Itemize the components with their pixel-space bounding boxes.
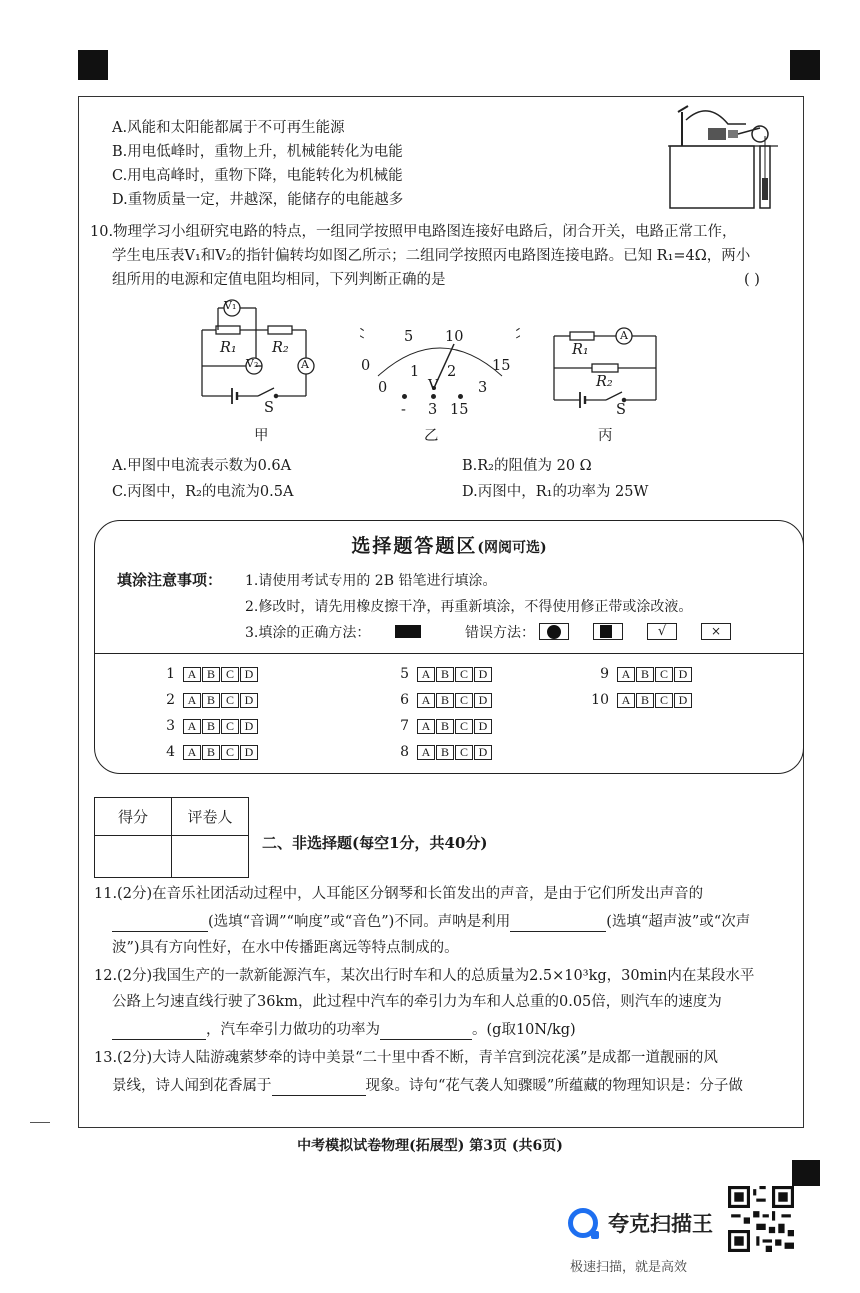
answer-choice-bubble[interactable]: B: [436, 745, 454, 760]
answer-choice-bubble[interactable]: D: [474, 719, 492, 734]
dial-terminal-3: 3: [428, 402, 438, 418]
answer-row: [155, 665, 259, 683]
answer-choice-bubble[interactable]: D: [240, 667, 258, 682]
dial-tick: [516, 328, 519, 330]
answer-question-number: 5: [400, 666, 409, 682]
section-2-heading: 二、非选择题(每空1分，共40分): [262, 834, 488, 852]
q10-answer-bracket: ( ): [744, 272, 760, 288]
q10-option-d: D.丙图中，R₁的功率为 25W: [462, 484, 649, 500]
jia-v2-label: V₂: [246, 357, 259, 370]
q10-option-b: B.R₂的阻值为 20 Ω: [462, 458, 592, 474]
q9-option-a: A.风能和太阳能都属于不可再生能源: [112, 120, 345, 136]
dial-bottom-scale-2: 2: [447, 364, 457, 380]
wrong-mark-dot: [539, 623, 569, 640]
answer-row: [155, 743, 259, 761]
dial-tick: [516, 334, 520, 338]
dial-top-scale-15: 15: [492, 358, 511, 374]
answer-choice-bubble[interactable]: A: [617, 693, 635, 708]
jia-switch-label: S: [264, 400, 274, 416]
answer-choice-bubble[interactable]: A: [417, 693, 435, 708]
grader-header: 评卷人: [172, 798, 249, 836]
jia-r1-label: R₁: [220, 340, 237, 356]
wrong-mark-cross: ×: [701, 623, 731, 640]
answer-choice-bubble[interactable]: D: [240, 719, 258, 734]
q13-line-1: 13.(2分)大诗人陆游魂萦梦牵的诗中美景“二十里中香不断，青羊宫到浣花溪”是成都一道靓丽的风: [94, 1050, 718, 1066]
answer-choice-bubble[interactable]: A: [417, 719, 435, 734]
q13-line-2: 景线，诗人闻到花香属于 现象。诗句“花气袭人知骤暖”所蕴藏的物理知识是：分子做: [112, 1078, 743, 1094]
score-header: 得分: [95, 798, 172, 836]
answer-choice-bubble[interactable]: C: [221, 693, 239, 708]
figure-caption-bing: 丙: [598, 428, 613, 444]
answer-choice-bubble[interactable]: B: [202, 693, 220, 708]
answer-question-number: 10: [591, 692, 609, 708]
qr-code-icon: [728, 1186, 794, 1252]
answer-question-number: 8: [400, 744, 409, 760]
q12-line-1: 12.(2分)我国生产的一款新能源汽车，某次出行时车和人的总质量为2.5×10³kg，30min内在某段水平: [94, 968, 755, 984]
answer-choice-bubble[interactable]: C: [221, 745, 239, 760]
answer-question-number: 3: [166, 718, 175, 734]
answer-row: [389, 665, 493, 683]
answer-choice-bubble[interactable]: D: [240, 693, 258, 708]
notes-label: 填涂注意事项：: [117, 571, 223, 589]
answer-choice-bubble[interactable]: B: [436, 719, 454, 734]
scanner-brand: [568, 1208, 713, 1238]
figure-caption-yi: 乙: [424, 428, 439, 444]
answer-choice-bubble[interactable]: B: [636, 667, 654, 682]
answer-question-number: 4: [166, 744, 175, 760]
answer-area-title: 选择题答题区(网阅可选): [351, 535, 547, 557]
answer-choice-bubble[interactable]: D: [474, 667, 492, 682]
answer-choice-bubble[interactable]: C: [221, 667, 239, 682]
q10-line-3: 组所用的电源和定值电阻均相同，下列判断正确的是: [112, 272, 446, 288]
answer-choice-bubble[interactable]: A: [417, 745, 435, 760]
q11-line-3: 波”)具有方向性好，在水中传播距离远等特点制成的。: [112, 940, 459, 956]
bing-r2-label: R₂: [596, 374, 613, 390]
dial-top-scale-10: 10: [445, 329, 464, 345]
dial-terminal-15: 15: [450, 402, 469, 418]
note-1: 1.请使用考试专用的 2B 铅笔进行填涂。: [245, 573, 497, 589]
gravity-storage-illustration: [668, 98, 792, 210]
grader-cell: [172, 836, 249, 878]
answer-choice-bubble[interactable]: D: [674, 693, 692, 708]
q9-option-c: C.用电高峰时，重物下降，电能转化为机械能: [112, 168, 403, 184]
answer-choice-bubble[interactable]: A: [183, 667, 201, 682]
jia-v1-label: V₁: [224, 299, 237, 312]
scanner-slogan: 极速扫描，就是高效: [570, 1260, 688, 1275]
answer-choice-bubble[interactable]: C: [655, 693, 673, 708]
answer-choice-bubble[interactable]: B: [436, 693, 454, 708]
wrong-mark-half: [593, 623, 623, 640]
q10-line-1: 10.物理学习小组研究电路的特点，一组同学按照甲电路图连接好电路后，闭合开关，电路正常工作，: [90, 224, 737, 240]
answer-row: [155, 691, 259, 709]
q12-line-2: 公路上匀速直线行驶了36km，此过程中汽车的牵引力为车和人总重的0.05倍，则汽车的速度为: [112, 994, 722, 1010]
q9-option-b: B.用电低峰时，重物上升，机械能转化为电能: [112, 144, 403, 160]
dial-terminal-minus: -: [401, 402, 406, 418]
answer-choice-bubble[interactable]: B: [202, 745, 220, 760]
answer-row: [589, 665, 693, 683]
answer-choice-bubble[interactable]: C: [455, 693, 473, 708]
dial-terminals: [400, 394, 470, 402]
dial-bottom-scale-3: 3: [478, 380, 488, 396]
dial-tick: [360, 334, 364, 338]
scanner-brand-name: 夸克扫描王: [608, 1212, 713, 1236]
answer-row: [155, 717, 259, 735]
page-footer: 中考模拟试卷物理(拓展型) 第3页 (共6页): [297, 1138, 563, 1154]
answer-choice-bubble[interactable]: D: [674, 667, 692, 682]
answer-area-divider: [95, 653, 803, 654]
answer-choice-bubble[interactable]: C: [455, 719, 473, 734]
registration-mark-bottom-right: [792, 1160, 820, 1186]
answer-choice-bubble[interactable]: A: [617, 667, 635, 682]
answer-choice-bubble[interactable]: C: [221, 719, 239, 734]
q10-line-2: 学生电压表V₁和V₂的指针偏转均如图乙所示；二组同学按照丙电路图连接电路。已知 R₁=4Ω，两小: [112, 248, 751, 264]
jia-ammeter-label: A: [301, 358, 309, 371]
q11-line-2: (选填“音调”“响度”或“音色”)不同。声呐是利用 (选填“超声波”或“次声: [112, 912, 750, 932]
q11-blank-1[interactable]: [112, 916, 208, 932]
answer-row: [389, 743, 493, 761]
correct-fill-example: [395, 625, 421, 638]
registration-mark-top-left: [78, 50, 108, 80]
answer-choice-bubble[interactable]: A: [417, 667, 435, 682]
circuit-diagram-bing: [550, 322, 662, 422]
answer-question-number: 7: [400, 718, 409, 734]
wrong-method-label: 错误方法：: [465, 625, 535, 641]
q11-blank-2[interactable]: [510, 916, 606, 932]
answer-question-number: 6: [400, 692, 409, 708]
answer-row: [389, 691, 493, 709]
answer-question-number: 2: [166, 692, 175, 708]
answer-row: [389, 717, 493, 735]
answer-choice-bubble[interactable]: C: [455, 745, 473, 760]
dial-bottom-scale-0: 0: [378, 380, 388, 396]
figure-caption-jia: 甲: [254, 428, 269, 444]
score-table: [94, 797, 249, 878]
answer-choice-bubble[interactable]: C: [655, 667, 673, 682]
answer-choice-bubble[interactable]: C: [455, 667, 473, 682]
answer-choice-bubble[interactable]: A: [183, 719, 201, 734]
wrong-mark-check: √: [647, 623, 677, 640]
dial-bottom-scale-1: 1: [410, 364, 420, 380]
answer-choice-bubble[interactable]: B: [202, 719, 220, 734]
answer-choice-bubble[interactable]: A: [183, 745, 201, 760]
answer-choice-bubble[interactable]: B: [636, 693, 654, 708]
answer-choice-bubble[interactable]: B: [202, 667, 220, 682]
answer-choice-bubble[interactable]: B: [436, 667, 454, 682]
dial-top-scale-5: 5: [404, 329, 414, 345]
score-cell: [95, 836, 172, 878]
answer-row: [589, 691, 693, 709]
answer-choice-bubble[interactable]: D: [474, 745, 492, 760]
q10-option-c: C.丙图中，R₂的电流为0.5A: [112, 484, 294, 500]
answer-choice-bubble[interactable]: D: [240, 745, 258, 760]
answer-choice-bubble[interactable]: D: [474, 693, 492, 708]
q9-option-d: D.重物质量一定，井越深，能储存的电能越多: [112, 192, 404, 208]
dial-tick: [360, 328, 363, 330]
bing-r1-label: R₁: [572, 342, 589, 358]
bing-switch-label: S: [616, 402, 626, 418]
margin-line: [30, 1122, 50, 1123]
scanner-logo-icon: [568, 1208, 598, 1238]
q11-line-1: 11.(2分)在音乐社团活动过程中，人耳能区分钢琴和长笛发出的声音，是由于它们所发出声音的: [94, 886, 704, 902]
q12-blank-1[interactable]: [112, 1024, 206, 1040]
answer-area: [94, 520, 804, 774]
circuit-diagram-jia: [196, 296, 330, 426]
note-2: 2.修改时，请先用橡皮擦干净，再重新填涂，不得使用修正带或涂改液。: [245, 599, 693, 615]
registration-mark-top-right: [790, 50, 820, 80]
q13-blank-1[interactable]: [272, 1080, 366, 1096]
q12-line-3: ，汽车牵引力做功的功率为 。(g取10N/kg): [112, 1020, 576, 1040]
dial-top-scale-0: 0: [361, 358, 371, 374]
bing-ammeter-label: A: [620, 329, 628, 342]
answer-area-title-note: (网阅可选): [477, 540, 547, 556]
jia-r2-label: R₂: [272, 340, 289, 356]
answer-question-number: 1: [166, 666, 175, 682]
dial-unit-label: V: [428, 378, 439, 394]
q10-option-a: A.甲图中电流表示数为0.6A: [112, 458, 292, 474]
note-3: 3.填涂的正确方法：: [245, 625, 371, 641]
q12-blank-2[interactable]: [380, 1024, 472, 1040]
answer-choice-bubble[interactable]: A: [183, 693, 201, 708]
answer-question-number: 9: [600, 666, 609, 682]
